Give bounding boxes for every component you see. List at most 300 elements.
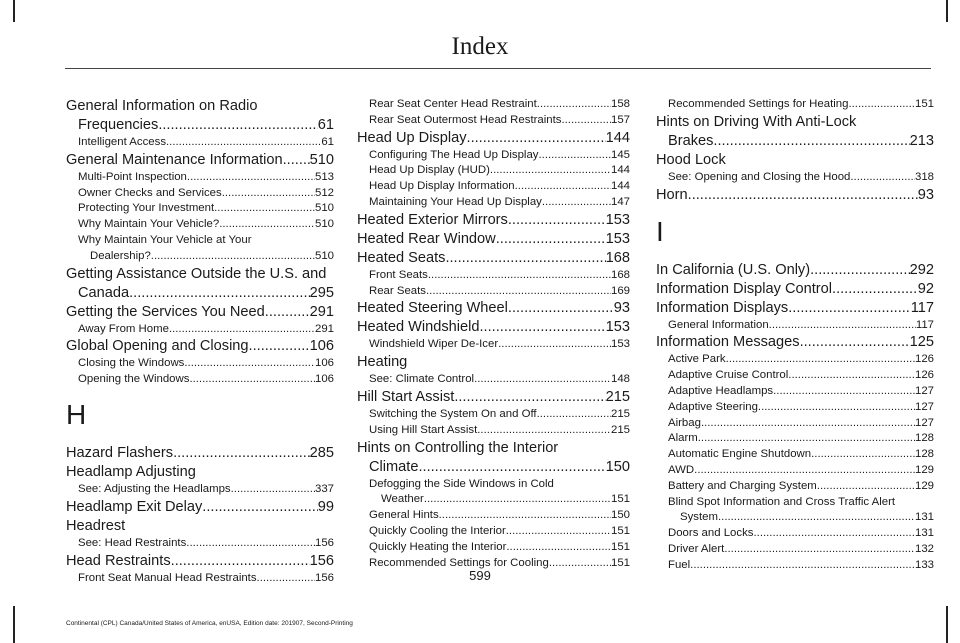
page-ref: 285 [309,444,334,461]
page-ref: 61 [317,117,334,133]
entry-text: Automatic Engine Shutdown [668,448,812,461]
entry-text: Getting Assistance Outside the U.S. and [66,265,327,282]
dot-leader [439,508,611,524]
entry-line [78,135,334,151]
entry-text: Weather [381,493,424,506]
entry-line [66,303,334,322]
index-entry[interactable] [66,444,334,463]
page-ref: 337 [314,482,334,495]
index-subentry[interactable] [656,318,934,334]
index-entry[interactable] [357,230,630,249]
entry-line [66,116,334,135]
index-entry[interactable] [656,113,934,151]
index-letter-heading: I [656,215,664,247]
entry-line [369,97,630,113]
entry-text: Frequencies [78,117,159,133]
entry-line [369,163,630,179]
dot-leader [186,536,315,552]
index-entry[interactable] [66,517,334,536]
index-subentry[interactable] [66,372,334,388]
page-ref: 106 [314,357,334,370]
entry-text: See: Opening and Closing the Hood [668,170,851,183]
dot-leader [202,498,317,517]
entry-text: Global Opening and Closing [66,338,249,355]
index-subentry[interactable] [656,542,934,558]
index-subentry[interactable] [656,400,934,416]
dot-leader [542,195,611,211]
index-entry[interactable] [357,249,630,268]
entry-text: Brakes [668,132,714,149]
page-ref: 106 [309,338,334,355]
index-subentry[interactable] [66,170,334,186]
index-subentry[interactable] [656,479,934,495]
index-subentry[interactable] [66,186,334,202]
page-ref: 128 [914,448,934,461]
dot-leader [166,135,321,151]
page-ref: 215 [605,388,630,405]
dot-leader [811,447,915,463]
entry-text: See: Climate Control [369,373,475,386]
dot-leader [219,217,315,233]
page-ref: 512 [314,186,334,199]
entry-line [66,151,334,170]
entry-text: General Maintenance Information [66,151,283,168]
entry-text: Heated Exterior Mirrors [357,211,508,228]
index-subentry[interactable] [357,179,630,195]
index-subentry[interactable] [656,416,934,432]
entry-text: Adaptive Cruise Control [668,369,789,382]
entry-text: Head Up Display [357,129,467,146]
entry-text: Opening the Windows [78,373,190,386]
page-ref: 99 [317,498,334,515]
entry-line [668,170,934,186]
entry-text: Recommended Settings for Heating [668,98,849,110]
index-subentry[interactable] [357,163,630,179]
entry-line [357,299,630,318]
page-ref: 126 [914,353,934,366]
entry-line [668,463,934,479]
entry-text: Climate [369,458,419,475]
index-subentry[interactable] [656,170,934,186]
page-ref: 213 [909,132,934,149]
dot-leader [508,299,614,318]
entry-text: Heated Rear Window [357,230,496,247]
page-ref: 129 [914,479,934,492]
entry-text: Blind Spot Information and Cross Traffic Alert [668,495,896,508]
entry-text: Getting the Services You Need [66,303,265,320]
index-subentry[interactable] [66,201,334,217]
index-subentry[interactable] [656,526,934,542]
entry-text: Closing the Windows [78,357,185,370]
index-subentry[interactable] [656,431,934,447]
entry-line [668,416,934,432]
entry-text: Protecting Your Investment [78,202,215,215]
index-column-3 [656,97,934,574]
index-entry[interactable] [66,337,334,356]
dot-leader [724,542,915,558]
page-ref: 510 [309,151,334,168]
entry-line [668,97,934,113]
entry-line [369,508,630,524]
entry-line [369,372,630,388]
entry-line [357,458,630,477]
page-ref: 513 [314,170,334,183]
entry-text: Why Maintain Your Vehicle? [78,218,220,231]
dot-leader [424,492,611,508]
entry-text: Head Restraints [66,552,171,569]
page-ref: 215 [610,423,630,436]
dot-leader [718,510,915,526]
entry-line [656,280,934,299]
entry-text: Hints on Controlling the Interior [357,439,559,456]
index-subentry[interactable] [656,97,934,113]
page-ref: 144 [605,129,630,146]
entry-text: Switching the System On and Off [369,407,537,420]
entry-line [66,444,334,463]
dot-leader [480,318,606,337]
entry-text: Hints on Driving With Anti-Lock [656,113,857,130]
index-subentry[interactable] [66,482,334,498]
page-ref: 510 [314,218,334,231]
index-entry[interactable] [357,388,630,407]
dot-leader [477,423,611,439]
entry-text: Windshield Wiper De-Icer [369,338,499,351]
index-entry[interactable] [357,211,630,230]
page-ref: 156 [314,571,334,584]
page-ref: 129 [914,463,934,476]
entry-line [78,322,334,338]
crop-mark-top-right [946,0,948,22]
dot-leader [187,170,315,186]
entry-line [668,431,934,447]
dot-leader [810,261,910,280]
entry-line [78,356,334,372]
index-entry[interactable] [357,129,630,148]
dot-leader [222,186,315,202]
index-subentry[interactable] [66,233,334,265]
entry-line [357,318,630,337]
entry-line [78,249,334,265]
page-ref: 292 [909,261,934,278]
dot-leader [265,303,310,322]
index-entry[interactable] [66,265,334,303]
entry-text: Active Park [668,353,726,366]
index-subentry[interactable] [357,148,630,164]
entry-line [369,195,630,211]
entry-line [78,186,334,202]
entry-text: General Information [668,318,769,331]
index-entry[interactable] [66,97,334,135]
entry-text: System [680,511,718,524]
index-letter-heading: H [66,398,87,430]
page-ref: 127 [914,384,934,397]
page-ref: 150 [605,458,630,475]
page-ref: 158 [610,98,630,110]
entry-text: Battery and Charging System [668,479,817,492]
entry-text: See: Head Restraints [78,536,187,549]
dot-leader [428,268,611,284]
page-ref: 150 [610,509,630,522]
entry-text: Fuel [668,558,691,571]
index-subentry[interactable] [66,217,334,233]
entry-text: Heated Windshield [357,319,480,336]
entry-text: Hazard Flashers [66,444,174,461]
entry-text: Canada [78,284,130,301]
dot-leader [454,388,605,407]
index-subentry[interactable] [656,447,934,463]
entry-text: Headrest [66,517,126,534]
entry-line [656,299,934,318]
entry-text: Why Maintain Your Vehicle at Your [78,233,252,246]
entry-line [357,230,630,249]
entry-text: Rear Seat Outermost Head Restraints [369,113,562,126]
page-ref: 117 [915,318,934,331]
entry-text: General Hints [369,509,439,522]
dot-leader [189,372,315,388]
dot-leader [788,368,915,384]
entry-text: Intelligent Access [78,136,167,148]
page-ref: 153 [605,211,630,228]
entry-line [357,388,630,407]
entry-line [66,517,334,536]
index-subentry[interactable] [357,284,630,300]
entry-text: Heated Steering Wheel [357,300,508,317]
page-ref: 169 [610,284,630,297]
dot-leader [561,113,611,129]
entry-line [656,261,934,280]
index-subentry[interactable] [357,195,630,211]
entry-line [78,482,334,498]
entry-text: Headlamp Adjusting [66,463,196,480]
entry-text: Away From Home [78,322,169,335]
index-subentry[interactable] [656,384,934,400]
entry-line [78,372,334,388]
dot-leader [713,132,909,151]
title-rule [65,68,931,69]
index-entry[interactable] [66,498,334,517]
page-title: Index [451,33,509,60]
index-entry[interactable] [656,186,934,205]
entry-text: Adaptive Headlamps [668,384,774,397]
entry-line [369,284,630,300]
entry-line [66,284,334,303]
entry-text: Quickly Cooling the Interior [369,524,506,537]
index-subentry[interactable] [357,97,630,113]
entry-text: Airbag [668,416,701,429]
entry-line [656,186,934,205]
index-subentry[interactable] [357,407,630,423]
page-ref: 132 [914,542,934,555]
dot-leader [848,97,915,113]
dot-leader [169,322,315,338]
entry-line [357,211,630,230]
index-subentry[interactable] [357,268,630,284]
page-ref: 156 [309,552,334,569]
entry-text: Front Seat Manual Head Restraints [78,571,257,584]
page-ref: 92 [917,280,934,297]
index-entry[interactable] [656,151,934,170]
index-subentry[interactable] [656,495,934,527]
index-entry[interactable] [66,463,334,482]
entry-text: Dealership? [90,249,151,262]
entry-text: General Information on Radio [66,98,258,114]
index-subentry[interactable] [357,372,630,388]
page-ref: 93 [917,186,934,203]
dot-leader [445,249,605,268]
page-ref: 151 [610,524,630,537]
index-entry[interactable] [66,303,334,322]
entry-line [369,268,630,284]
page-ref: 510 [314,202,334,215]
dot-leader [498,337,611,353]
index-entry[interactable] [656,299,934,318]
entry-line [656,132,934,151]
page-ref: 157 [610,113,630,126]
entry-line [357,129,630,148]
crop-mark-bottom-left [13,606,15,643]
dot-leader [231,482,315,498]
entry-text: Doors and Locks [668,527,754,540]
entry-line [369,148,630,164]
entry-line [78,217,334,233]
dot-leader [467,129,606,148]
page-ref: 151 [610,493,630,506]
dot-leader [426,284,611,300]
dot-leader [508,211,606,230]
entry-line [369,337,630,353]
index-subentry[interactable] [357,540,630,556]
index-subentry[interactable] [357,337,630,353]
entry-line [668,447,934,463]
dot-leader [537,407,611,423]
entry-text: Information Messages [656,334,800,351]
page-ref: 117 [910,299,934,316]
dot-leader [694,463,915,479]
crop-mark-bottom-right [946,606,948,643]
index-entry[interactable] [357,318,630,337]
dot-leader [418,458,605,477]
page-ref: 151 [610,540,630,553]
entry-text: Heating [357,354,408,371]
index-subentry[interactable] [357,113,630,129]
page-ref: 126 [914,369,934,382]
entry-text: Information Display Control [656,280,833,297]
entry-line [369,423,630,439]
page-ref: 145 [610,148,630,161]
index-entry[interactable] [357,299,630,318]
entry-text: Owner Checks and Services [78,186,222,199]
index-entry[interactable] [656,333,934,352]
entry-line [66,463,334,482]
entry-text: Horn [656,186,688,203]
entry-line [668,510,934,526]
page-ref: 93 [613,300,630,317]
entry-line [668,352,934,368]
page-ref: 148 [610,373,630,386]
entry-line [369,179,630,195]
dot-leader [758,400,915,416]
index-entry[interactable] [656,261,934,280]
index-entry[interactable] [66,151,334,170]
index-subentry[interactable] [357,508,630,524]
page-ref: 131 [914,511,934,524]
entry-line [668,479,934,495]
index-entry[interactable] [357,353,630,372]
dot-leader [184,356,315,372]
dot-leader [688,186,918,205]
entry-text: Rear Seat Center Head Restraint [369,98,537,110]
page-ref: 61 [321,136,334,148]
entry-text: Information Displays [656,299,789,316]
index-entry[interactable] [656,280,934,299]
page-ref: 125 [909,334,934,351]
page-ref: 153 [605,319,630,336]
entry-text: Hill Start Assist [357,388,455,405]
dot-leader [538,148,611,164]
crop-mark-top-left [13,0,15,22]
dot-leader [753,526,915,542]
page-ref: 151 [914,98,934,110]
page-ref: 127 [914,416,934,429]
entry-text: Using Hill Start Assist [369,423,478,436]
entry-text: AWD [668,463,695,476]
entry-line [668,318,934,334]
entry-text: Head Up Display Information [369,180,515,193]
dot-leader [832,280,918,299]
index-subentry[interactable] [66,356,334,372]
dot-leader [817,479,915,495]
page-ref: 153 [610,338,630,351]
index-subentry[interactable] [357,524,630,540]
index-subentry[interactable] [357,477,630,509]
index-subentry[interactable] [656,352,934,368]
dot-leader [158,116,317,135]
entry-line [357,353,630,372]
index-subentry[interactable] [66,322,334,338]
index-subentry[interactable] [66,536,334,552]
dot-leader [773,384,915,400]
index-column-1 [66,97,334,586]
entry-text: In California (U.S. Only) [656,261,811,278]
index-subentry[interactable] [357,423,630,439]
index-subentry[interactable] [656,463,934,479]
dot-leader [788,299,911,318]
entry-text: Defogging the Side Windows in Cold [369,477,554,490]
entry-text: Adaptive Steering [668,400,758,413]
entry-text: Headlamp Exit Delay [66,498,203,515]
entry-line [656,151,934,170]
index-entry[interactable] [357,439,630,477]
dot-leader [283,151,310,170]
entry-line [78,536,334,552]
index-subentry[interactable] [66,135,334,151]
index-column-2 [357,97,630,571]
entry-text: Configuring The Head Up Display [369,148,539,161]
page-ref: 291 [314,322,334,335]
entry-line [66,337,334,356]
footer-edition-info: Continental (CPL) Canada/United States of America, enUSA, Edition date: 201907, Second-Printing [66,620,353,627]
entry-text: Multi-Point Inspection [78,170,187,183]
entry-line [668,384,934,400]
dot-leader [151,249,315,265]
dot-leader [474,372,611,388]
dot-leader [214,201,315,217]
dot-leader [769,318,916,334]
entry-line [369,492,630,508]
dot-leader [515,179,611,195]
index-subentry[interactable] [656,368,934,384]
page-ref: 168 [610,268,630,281]
